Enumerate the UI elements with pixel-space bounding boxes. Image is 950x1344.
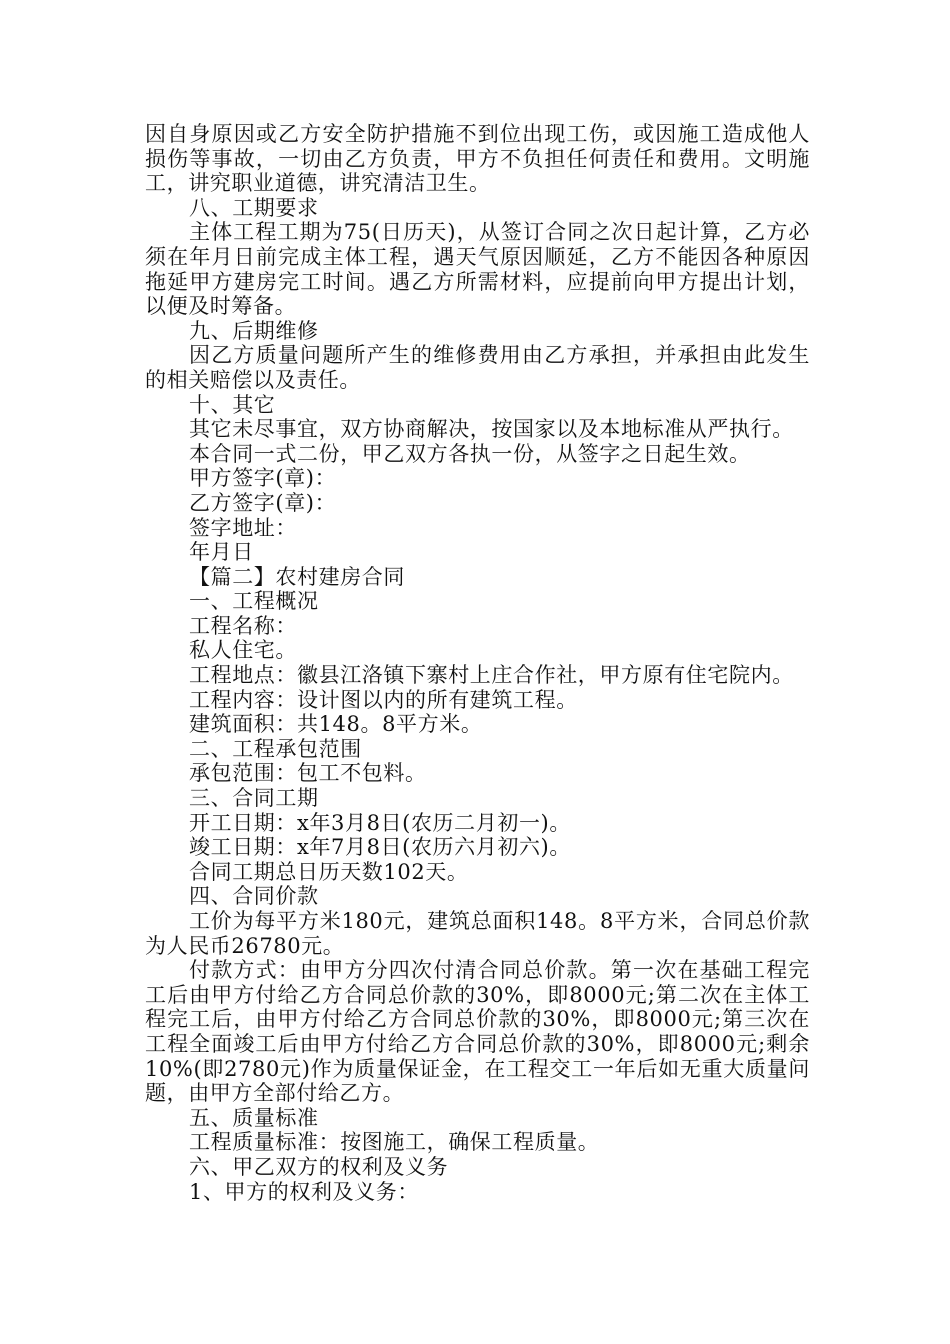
paragraph: 工程质量标准：按图施工，确保工程质量。 — [189, 1130, 600, 1155]
paragraph: 开工日期：x年3月8日(农历二月初一)。 — [189, 810, 571, 835]
paragraph: 私人住宅。 — [189, 638, 297, 663]
paragraph: 工程名称： — [189, 613, 297, 638]
paragraph: 八、工期要求 — [189, 195, 319, 220]
paragraph: 因自身原因或乙方安全防护措施不到位出现工伤，或因施工造成他人损伤等事故，一切由乙方负责，甲方不负担任何责任和费用。文明施工，讲究职业道德，讲究清洁卫生。 — [145, 122, 810, 196]
paragraph: 二、工程承包范围 — [189, 736, 362, 761]
paragraph: 承包范围：包工不包料。 — [189, 761, 427, 786]
paragraph: 四、合同价款 — [189, 884, 319, 909]
paragraph: 九、后期维修 — [189, 318, 319, 343]
paragraph: 五、质量标准 — [189, 1105, 319, 1130]
paragraph: 工程地点：徽县江洛镇下寨村上庄合作社，甲方原有住宅院内。 — [189, 663, 794, 688]
paragraph: 三、合同工期 — [189, 786, 319, 811]
paragraph: 竣工日期：x年7月8日(农历六月初六)。 — [189, 835, 571, 860]
paragraph: 签字地址： — [189, 515, 297, 540]
paragraph: 十、其它 — [189, 392, 276, 417]
paragraph: 工价为每平方米180元，建筑总面积148。8平方米，合同总价款为人民币26780元。 — [145, 909, 810, 958]
paragraph: 主体工程工期为75(日历天)，从签订合同之次日起计算，乙方必须在年月日前完成主体工程，遇天气原因顺延，乙方不能因各种原因拖延甲方建房完工时间。遇乙方所需材料，应提前向甲方提出计划，以便及时筹备。 — [145, 220, 810, 319]
paragraph: 1、甲方的权利及义务： — [189, 1179, 419, 1204]
paragraph: 六、甲乙双方的权利及义务 — [189, 1154, 449, 1179]
document-body — [145, 122, 810, 1204]
paragraph: 其它未尽事宜，双方协商解决，按国家以及本地标准从严执行。 — [189, 417, 794, 442]
paragraph: 建筑面积：共148。8平方米。 — [189, 712, 483, 737]
paragraph: 乙方签字(章)： — [189, 490, 337, 515]
paragraph: 因乙方质量问题所产生的维修费用由乙方承担，并承担由此发生的相关赔偿以及责任。 — [145, 343, 810, 392]
paragraph: 工程内容：设计图以内的所有建筑工程。 — [189, 687, 578, 712]
paragraph: 本合同一式二份，甲乙双方各执一份，从签字之日起生效。 — [189, 441, 751, 466]
paragraph: 年月日 — [189, 540, 254, 565]
paragraph: 合同工期总日历天数102天。 — [189, 859, 469, 884]
paragraph: 一、工程概况 — [189, 589, 319, 614]
paragraph: 付款方式：由甲方分四次付清合同总价款。第一次在基础工程完工后由甲方付给乙方合同总价款的30%，即8000元;第二次在主体工程完工后，由甲方付给乙方合同总价款的30%，即8000元;第三次在工程全面竣工后由甲方付给乙方合同总价款的30%，即8000元;剩余10%(即2780元)作为质量保证金，在工程交工一年后如无重大质量问题，由甲方全部付给乙方。 — [145, 958, 810, 1106]
paragraph: 【篇二】农村建房合同 — [189, 564, 405, 589]
paragraph: 甲方签字(章)： — [189, 466, 337, 491]
